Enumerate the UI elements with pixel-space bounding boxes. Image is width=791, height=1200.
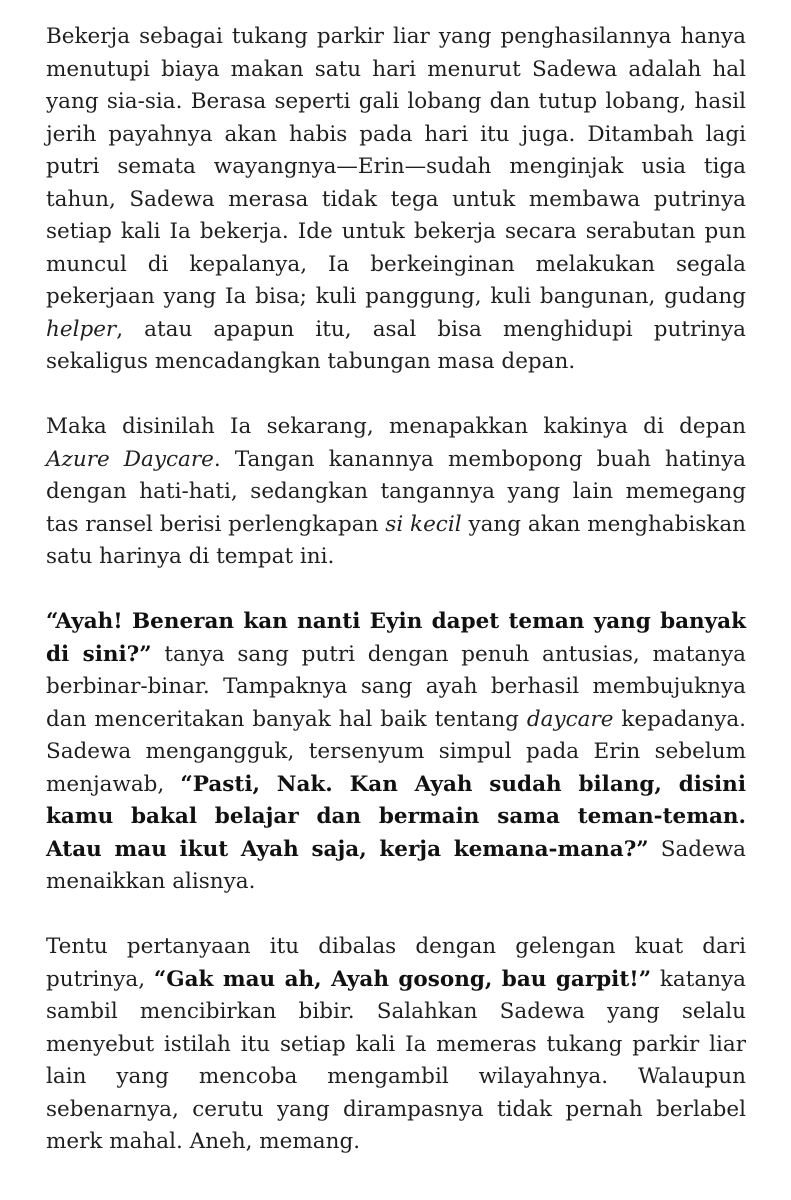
- text-segment: kepadanya. Sadewa mengangguk, tersenyum simpul pada Erin sebelum menjawab,: [46, 706, 746, 797]
- text-segment: yang akan menghabiskan satu harinya di tempat ini.: [46, 511, 746, 569]
- dialogue-bold: “Gak mau ah, Ayah gosong, bau garpit!”: [153, 966, 652, 992]
- paragraph-4: [46, 931, 746, 1159]
- italic-term: si kecil: [385, 511, 462, 537]
- paragraph-1: [46, 21, 746, 379]
- italic-term: helper: [46, 316, 117, 342]
- text-segment: . Tangan kanannya membopong buah hatinya dengan hati-hati, sedangkan tangannya yang lain memegang tas ransel berisi perlengkapan: [46, 446, 746, 537]
- document-page: [46, 21, 746, 1159]
- text-segment: katanya sambil mencibirkan bibir. Salahkan Sadewa yang selalu menyebut istilah itu setiap kali Ia memeras tukang parkir liar lain yang mencoba mengambil wilayahnya. Walaupun sebenarnya, cerutu yang dirampasnya tidak pernah berlabel merk mahal. Aneh, memang.: [46, 966, 747, 1154]
- text-segment: , atau apapun itu, asal bisa menghidupi putrinya sekaligus mencadangkan tabungan masa depan.: [46, 316, 746, 374]
- text-segment: tanya sang putri dengan penuh antusias, matanya berbinar-binar. Tampaknya sang ayah berhasil membujuknya dan menceritakan banyak hal baik tentang: [46, 641, 746, 732]
- text-segment: Maka disinilah Ia sekarang, menapakkan kakinya di depan: [46, 414, 746, 439]
- dialogue-bold: “Pasti, Nak. Kan Ayah sudah bilang, disini kamu bakal belajar dan bermain sama teman-teman. Atau mau ikut Ayah saja, kerja kemana-mana?”: [46, 771, 746, 862]
- text-segment: Sadewa menaikkan alisnya.: [46, 836, 746, 894]
- paragraph-2: [46, 411, 746, 574]
- text-segment: Bekerja sebagai tukang parkir liar yang penghasilannya hanya menutupi biaya makan satu hari menurut Sadewa adalah hal yang sia-sia. Berasa seperti gali lobang dan tutup lobang, hasil jerih payahnya akan habis pada hari itu juga. Ditambah lagi putri semata wayangnya—Erin—sudah menginjak usia tiga tahun, Sadewa merasa tidak tega untuk membawa putrinya setiap kali Ia bekerja. Ide untuk bekerja secara serabutan pun muncul di kepalanya, Ia berkeinginan melakukan segala pekerjaan yang Ia bisa; kuli panggung, kuli bangunan, gudang: [46, 24, 746, 309]
- italic-term: Azure Daycare: [46, 446, 214, 472]
- text-segment: Tentu pertanyaan itu dibalas dengan gelengan kuat dari putrinya,: [46, 934, 746, 992]
- dialogue-bold: “Ayah! Beneran kan nanti Eyin dapet teman yang banyak di sini?”: [46, 609, 746, 667]
- italic-term: daycare: [526, 706, 614, 732]
- paragraph-3: [46, 606, 746, 899]
